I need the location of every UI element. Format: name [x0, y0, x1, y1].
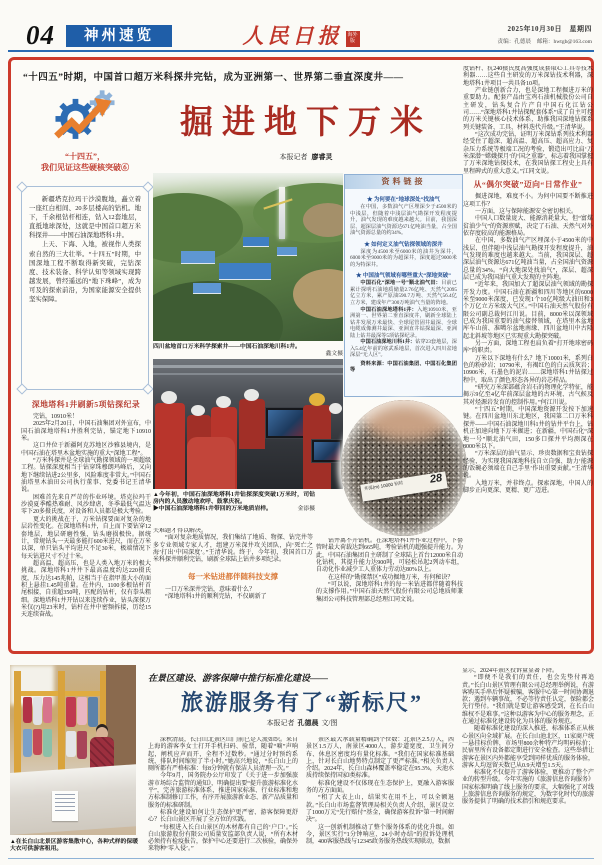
body-paragraph: “这次成功完钻，证明万米深钻系列技术利器经受住了超深、超高温、超高压、超高应力、复杂压力系统等极端工况的考验，锻造出可比肩‘万米深潜’‘嫦娥探月’的‘国之重器’，标志着我国掌握了万米深地钻探技术，在我国钻探工程史上具有里程碑式的重大意义。”江同文说。 [463, 132, 593, 175]
helmet-shape [216, 396, 231, 408]
body-paragraph: 钻井离不开钻机。在深地塔科1井作业过程中，下套管时最大荷载达到665吨，考验钻机的超强提升能力。为此，中国石油集团自主研制了全球陆上首台12000米自动化钻机，其提升能力达900吨，可轻松吊起2列动车组，自动化作业减少工人重体力劳动达80%以上。 [316, 538, 463, 574]
series-label-line2: 我们见证这些硬核突破⑥ [41, 163, 129, 172]
body-paragraph: 标准化建设如何让生态保护更严密、游客保障更舒心？长白山景区开展了全方位的实践。 [148, 809, 298, 824]
body-paragraph: 深秋清晨，长白山北景区山门前已是人流如织。来自上海的游客李女士打开手机扫码、验票，随着“嘀”声响起，闸机应声而开，全程不过数秒。“通过分时预约系统，排队时间缩短了半小时。”她高兴地说，“长白山上的厕所都有严格标准：每8分钟就有保洁人员清理一次。” [148, 737, 298, 773]
body-paragraph: “每根进入长白山景区的木材都有自己的‘户口’。”长白山旅游股份有限公司质量安监部负责人说，“所有木材必须持有检疫报告，保护中心还要进行二次核验，确保外来物种‘零入侵’。” [148, 824, 298, 853]
body-paragraph: 标准化不仅提升了游客体验，更推动了整个产业的转型升级。今年实施的《旅游信息咨询服务》国家标准明确了线上服务的要求，大幅强化了对线上旅游信息咨询服务的规定，为数字化时代的旅游服务提供了明确的技术指引和规范要求。 [462, 770, 594, 806]
helmet-shape [191, 405, 205, 416]
drill-site-photo [153, 173, 343, 341]
edition-seal: 海外版 [346, 31, 360, 47]
main-byline: 本报记者 廖睿灵 [279, 153, 333, 161]
body-paragraph: 在中国，多数油气产区埋深小于4500米的中浅层，但伴随中浅层油气勘探开发程度提升，油气发现的难度也越来越大。当前，我国深层、超深层油气资源达671亿吨油当量，占全国油气资源总量的34%。“向大地深处找油气”，深层、超深层已成为我国油气重大发现的主阵地。 [463, 238, 593, 281]
body-paragraph: “十四五”时期，中国深地资源开发按下加速键。在四川盆地川东北地区，我国第二口万米科探井——中国石油深地川科1井的钻井平台上，钻机正加速向地下万米掘进；在新疆，中国石化“深地一号”顺北油气田，150多口探井平均测深在8000米以下。 [463, 407, 593, 450]
body-paragraph: 显示，2024年景区投诉量显著下降。 [462, 668, 559, 674]
building-shape [219, 263, 271, 279]
body-paragraph: “租了大衣上山，结果实在用不上，可以全额退款。”长白山市场监督管理局相关负责人介绍，景区设立了1000万元“先行赔付”基金，确保游客投诉“第一时间解决”。 [306, 795, 454, 824]
intro-paragraph: 新疆塔克拉玛干沙漠腹地，矗立着一座红白相间、20多层楼高的钻机。地下，千余根钻杆相连，钻入12套地层，直抵地球深处，这就是中国首口超万米科探井——中国石油深地塔科1井。 [29, 196, 141, 240]
main-column-2 [153, 528, 313, 650]
body-paragraph: 标准化建设不仅体现在生态保护上，更融入游客服务的方方面面。 [306, 780, 454, 795]
helmet-shape [309, 393, 325, 406]
corner-ornament [16, 181, 27, 192]
section-title-badge: 神州速览 [66, 25, 172, 47]
photo-credit: 鑫文摄 [325, 351, 343, 358]
subheading-records: 深地塔科1井刷新5项钻探纪录 [31, 400, 141, 409]
helmet-shape [244, 389, 259, 401]
infobox-question: ★ 中国油气领域有哪些重大“深地突破” [356, 273, 451, 280]
main-column-1 [21, 396, 151, 644]
coat-shape [23, 697, 32, 723]
body-paragraph: 度钻杆、抗240摄氏度高强度成套取心工具等技术利器……这些自主研发的万米深钻技术利器，深地塔科1井项目一共具备10项。 [463, 66, 593, 87]
header-divider [8, 50, 594, 52]
body-paragraph: 另一方面，深地工程也肩负着“打开地球密码库”的职责。 [463, 341, 593, 355]
body-paragraph: 今年9月，国务院办公厅印发了《关于进一步加强旅游市场综合监管的通知》，明确提出要“提升旅游标准化水平”，完善旅游标准体系，推进国家标准、行业标准和地方标准制修订工作，有序开展旅游新业态、新产品质量和服务的标准研制。 [148, 773, 298, 809]
body-paragraph: 入地万米，并非终点。探索深地，中国人的脚步正向更深、更精、更广迈进。 [463, 480, 593, 494]
building-shape [193, 283, 221, 293]
body-paragraph: “即便不是我们的责任，也会先垫付再追责。”长白山景区管理有限公司总经理举例说，有游客购买手串后怀疑被骗，客服中心第一时间协调退款；遇到车辆事故，不必等待责任认定，保险都会先行垫付。“我们就是要让游客感受到，在长白山维权不是难事。”这种以游客为中心的服务理念，正在通过标准化建设转化为具体的服务规范。 [462, 675, 594, 726]
body-paragraph: 这口井位于新疆阿克苏地区沙雅县境内，是中国石油在塔里木盆地实施的重大“深地工程”。 [21, 443, 151, 457]
body-paragraph: 景区最大承载量精确到个位数：北景区2.5万人，西景区1.5万人，南景区4000人，游步道宽度、卫生间分布、休息区密度均有量化标准。“我们在国家标准基础上，针对长白山地势特点制定了更严标准。”相关负责人介绍。2024年，长白山森林覆盖率稳定在95.3%，天池水质持续保持国家Ⅰ类标准。 [306, 737, 454, 780]
bottom-headline: 旅游服务有了“新标尺” [180, 690, 423, 715]
body-paragraph: “面对复杂地质情况，我们集结了地质、物探、钻完井等多专业领域专家人才，组建万米深井攻关团队，向‘死亡之海’打出‘中国深度’。”王清华说。终于，今年初，我国首口万米科探井顺利完钻，刷新全球陆上钻井多项纪录。 [153, 535, 313, 564]
building-shape [277, 247, 297, 255]
bottom-column-1 [148, 737, 298, 855]
body-paragraph: 一口万米深井完钻，意味着什么？ [165, 586, 256, 593]
infobox-title: 资料链接 [345, 175, 462, 189]
building-shape [243, 237, 269, 246]
group-photo-caption: ▲今年初，中国石油深地塔科1井钻探深度突破1万米时，司钻房内的人员激动地欢呼、鼓掌庆祝。 [153, 492, 315, 506]
coat-shape [66, 697, 76, 727]
intro-paragraph: 上天、下海、入地，被视作人类探索自然的三大壮举。“十四五”时期，中国深地工程不断取得新突破，完钻深度、技术装备、科学认知等领域实现跨越发展，曾经遥远的“地下珠峰”，成为可及的探索前沿，为国家能源安全提供坚实保障。 [29, 241, 141, 304]
visitor-center-photo [10, 665, 136, 835]
infobox-question: ★ 为何要在“地球深处”找油气 [367, 197, 440, 203]
body-paragraph: “万米深层的油气显示、珍贵数据和宝贵钻探经验，为实现我国深地科技自立自强、助力‘能源的饭碗必须端在自己手里’作出重要贡献。”王清华说。 [463, 451, 593, 480]
monitor-screen [314, 442, 340, 460]
subheading-breakthrough: 从“偶尔突破”迈向“日常作业” [473, 180, 583, 190]
seated-operator-shape [187, 437, 235, 489]
footer-divider [8, 858, 594, 859]
main-headline: 掘进地下万米 [180, 105, 432, 141]
worker-shape [239, 399, 265, 449]
bottom-kicker: 在景区建设、游客保障中推行标准化建设—— [148, 673, 329, 683]
body-paragraph: 完钻，10910米！ [33, 414, 79, 420]
body-paragraph: 在这样的“勘探禁区”成功掘地万米，有何秘诀？ [328, 574, 454, 581]
body-paragraph: “深地塔科1井的顺利完钻，不仅刷新了 [165, 594, 267, 601]
photo-credit: 金添摄 [297, 506, 315, 513]
rock-sample-photo [341, 400, 467, 536]
reporter-name: 廖睿灵 [311, 153, 333, 161]
editor-line: 责编：孔德晨 邮箱：hwtgb@163.com [497, 39, 592, 45]
masthead-title: 人民日报 [242, 24, 343, 48]
worker-shape [155, 403, 185, 489]
body-paragraph: 一方面，这与保障能源安全密切相关。 [475, 208, 578, 215]
coat-shape [33, 729, 42, 755]
page-number: 04 [26, 20, 55, 50]
coat-shape [77, 697, 87, 725]
bottom-column-3 [462, 668, 594, 855]
main-article-box [8, 57, 594, 654]
body-paragraph: 这一创新机制推动了整个服务体系的优化升级。如今，景区实行“1分钟响应、24小时办结”的投诉处理机制，400客服热线与12345政务服务热线实现联动，数据 [306, 824, 454, 846]
date-editor-info [498, 24, 593, 45]
building-shape [181, 251, 215, 263]
bottom-byline: 本报记者 孔德晨 文/图 [266, 719, 338, 727]
infobox-entry: 中国石油深地塔科1井：入地10910米，亚洲第一、世界第二垂直深度井，刷新全球陆上钻井发展万米最快、全球尾管固井最深、全球电缆成像测井最深、亚洲直井钻探最深、亚洲陆上钻井最深等5项钻探纪录。 [350, 306, 457, 339]
dirt-shape [293, 269, 343, 319]
body-paragraph: 万米以下深地有什么？地下10001米，系列白色的粉砂岩；10790米，有褐红色的白云质灰岩；10906米，石墨色的泥岩……深地塔科1井钻探过程中，取出了颜色形态各异的岩芯样品。 [463, 355, 593, 384]
reporter-name: 孔德晨 [297, 719, 319, 727]
body-paragraph: 2025年2月20日，中国石油集团对外宣布，中国石油深地塔科1井胜利完钻，锚定地下10910米。 [21, 421, 151, 443]
corner-ornament [142, 181, 153, 192]
bottom-column-2 [306, 737, 454, 855]
coat-shape [23, 729, 32, 757]
body-paragraph: “近年来，我国加大了超深层油气领域的勘探开发力度。中国石油在新疆和四川等地区的6000米至9000米深度，已发现1个10亿吨级大油田和3个万亿立方米级大气区。”中国石油天然气股份有限公司副总裁何江川说。目前，8000米以深领域已成为我国重要的油气接替领域，在塔里木盆地库车山前、准噶尔盆地南缘、四川盆地川中古隆起北斜坡等地区已实现重大勘探突破。 [463, 282, 593, 340]
rock-photo-caption: 金添摄 ▶中国石油深地塔科1井带回的万米地质岩样。 [153, 506, 315, 513]
main-column-4 [463, 66, 593, 647]
coat-shape [66, 731, 76, 757]
corner-ornament [142, 383, 153, 394]
infobox-answer: 在中国，多数油气产区埋深少于4500米的中浅层，但随着中浅层油气勘探开发程度提升，油气发现的难度越来越大。目前，我国深层、超深层油气资源达671亿吨油当量，占全国油气资源总量的约34%。 [350, 204, 457, 237]
body-paragraph: 掘进深地，难度不小。为何中国要不断推进这项工作？ [463, 194, 593, 208]
body-paragraph: “可以说，深地塔科1井的每一米钻进都伴随着科技的支撑作用。”中国石油天然气股份有限公司总地质师兼集团公司科技管理部总经理江同文说。 [316, 582, 463, 603]
series-label-line1: “十四五”， [65, 152, 105, 161]
date-line: 2025年10月30日 星期四 [507, 25, 592, 33]
paper-sheet [52, 791, 78, 821]
pipe-shape [153, 365, 343, 368]
control-room-photo [153, 359, 343, 489]
infobox-links [344, 174, 463, 397]
body-paragraph: 产业链创新合力，也是深地工程掘进万米的重要助力。配套产品由宝鸡石油机械股份公司自主研发，钻头复合片产自中国石化江钻公司……“深地塔科1井钻探配套体系”成了自主可控的万米关键核心技术体系，助推我国深地钻探系列关键装备、工具、材料迭代升级。”王清华说。 [463, 88, 593, 131]
coat-shape [43, 697, 52, 723]
body-paragraph: 中国人口数量庞大、能源消耗量大，但“富煤贫油少气”的资源禀赋，决定了石油、天然气对外依存度较高的能源格局。 [463, 216, 593, 237]
shelf-bar [14, 671, 21, 775]
gear-arrow-icon [45, 88, 125, 146]
infobox-entry: 中国石油深地川科1井：钻穿23套地层，深入5.4亿年前的寒武系地层，首次进入四川盆地深层“无人区”。 [350, 339, 457, 359]
body-paragraph: 关难题才得以解决。 [153, 528, 208, 534]
intro-box [21, 186, 149, 390]
main-column-3 [316, 538, 463, 650]
photo-captions [153, 492, 315, 513]
subheading-technology: 每一米钻进都伴随科技支撑 [188, 571, 278, 581]
series-logo [25, 88, 145, 173]
main-kicker: “十四五”时期，中国首口超万米科探井完钻，成为亚洲第一、世界第二垂直深度井—— [23, 73, 404, 83]
monitor-screen [268, 410, 306, 436]
body-paragraph: 困难首先来自严苛的作业环境。塔克拉玛干沙漠夏季酷热难耐、风沙肆虐，冬季最低气温达零下20多摄氏度，对设备和人员都是极大考验。 [21, 494, 151, 516]
shop-photo-caption: ▲在长白山北景区游客集散中心，各种式样的保暖大衣可供游客租用。 [10, 839, 138, 853]
sample-label-number: 28 [429, 472, 444, 486]
infobox-question: ★ 如何定义油气钻探领域的深井 [364, 241, 443, 248]
body-paragraph: “万米科探井是全球油气勘探领域的一项超级工程。钻探深度相当于钻穿珠穆朗玛峰后，又向地下继续钻进2公里多，风险难度非常大。”中国石油塔里木油田公司执行董事、党委书记王清华说。 [21, 458, 151, 494]
photo-vignette [341, 400, 467, 536]
body-paragraph: “研究万米深部蕴含岩石的物理化学特征，能揭示9亿至4亿年前深层盆地的古环境、古气候及其对烃源岩发育的控制作用。”何江川说。 [463, 385, 593, 406]
infobox-entry: 中国石化“深地一号”顺北油气田：目前已累计探明石油地质储量2.76亿吨、天然气2095亿立方米，累产原油590.7万吨、天然气56.4亿立方米，建成年产300万吨油气当量的阵地。 [350, 280, 457, 307]
infobox-body [345, 189, 462, 377]
coat-shape [88, 697, 98, 727]
rig-photo-caption: 四川盆地首口万米科学探索井——中国石油深地川科1井。 鑫文摄 [153, 344, 343, 358]
pipe-shape [153, 373, 343, 375]
body-paragraph: 随着标准化建设的深入推进，标准体系正从核心景区向全域扩展。在长白山池北区，11家商户统一悬挂标价牌，市场里800余种特产均明码标价；民宿里所有设备都定期进行安全检查。这些举措让游客在景区内外都能享受到同样优质的服务体验，游客人均逗留天数已从0.9天增至1.5天。 [462, 726, 594, 769]
body-paragraph: 更大的挑战在于，万米钻探要面对复杂的地层岩性变化。在深地塔科1井，自上而下要钻穿12套地层，地层研磨性强，钻头磨损极快。据统计，常规钻头一天最多能打600米进尺，而在万米以深，单只钻头平均进尺不足30米，极端情况下每天钻进尺寸不过十米。 [21, 516, 151, 560]
sample-label-text: 井深(m) 10000 钻时 [363, 480, 404, 492]
coat-shape [77, 731, 87, 759]
infobox-answer: 深度为4500米至6000米的油井为深井，6000米至9000米的为超深井，深度超过9000米的为特深井。 [350, 248, 457, 268]
coat-shape [33, 697, 42, 725]
monitor-shape [311, 439, 343, 463]
helmet-shape [329, 403, 342, 414]
body-paragraph: 超高温、超高压，也是人类入地万米的极大挑战。深地塔科1井井下最高温度约达220摄氏度，压力达145兆帕，这相当于在指甲盖大小的面积上悬挂1.45吨重量。在井内，1100多根钻杆首尾相接，自重超350吨，匹配的钻杆，仅有拳头粗细。深地塔科1井开钻以来连续作业，钻头深探万米仅(?)用23米时，钻杆在井中密频拆接，历经15天连续奋战。 [21, 560, 151, 619]
coat-shape [43, 729, 52, 757]
infobox-source: 资料来源：中国石油集团、中国石化集团等 [350, 360, 457, 374]
derrick-shape [279, 187, 285, 239]
corner-ornament [16, 383, 27, 394]
helmet-shape [161, 391, 177, 404]
shelf-bar [58, 671, 65, 775]
